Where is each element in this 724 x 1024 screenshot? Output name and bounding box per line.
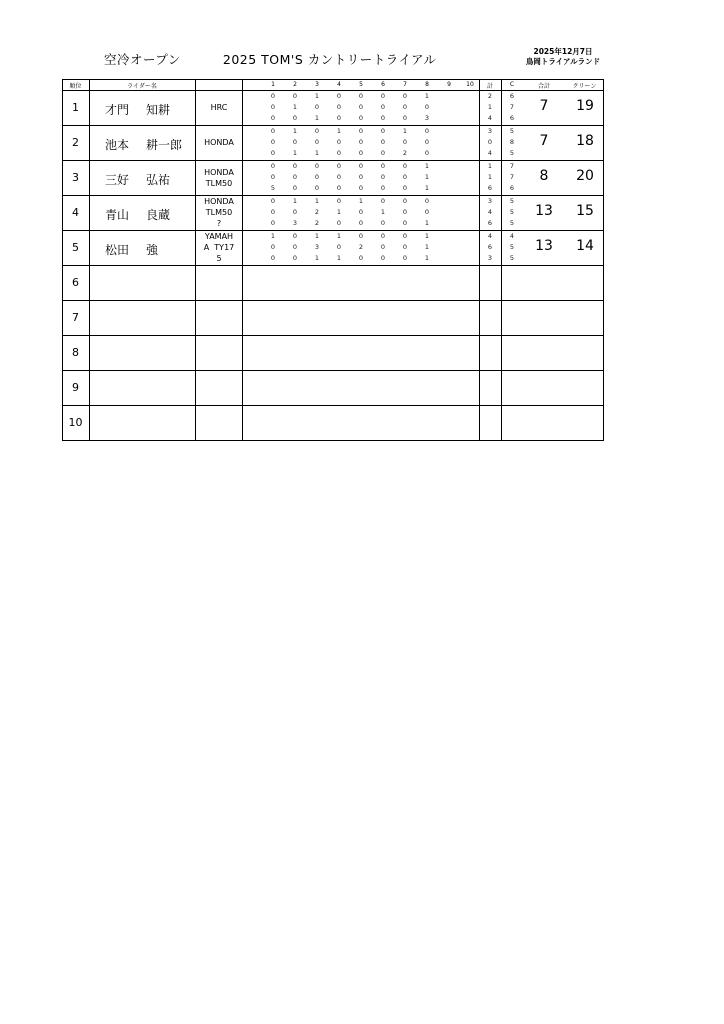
section-score: 0 bbox=[380, 184, 386, 192]
clean-total: 14 bbox=[576, 238, 594, 254]
section-score: 0 bbox=[292, 138, 298, 146]
rider-given-name: 強 bbox=[146, 243, 159, 257]
event-venue: 鳥岡トライアルランド bbox=[525, 57, 601, 66]
section-score: 0 bbox=[292, 254, 298, 262]
section-score: 1 bbox=[358, 197, 364, 205]
section-score: 0 bbox=[424, 197, 430, 205]
section-score: 0 bbox=[292, 114, 298, 122]
section-score: 0 bbox=[380, 114, 386, 122]
header-divider bbox=[62, 90, 604, 91]
lap-total: 4 bbox=[487, 232, 493, 240]
header-sum: 合計 bbox=[537, 83, 550, 90]
machine-cell bbox=[196, 231, 242, 264]
section-score: 1 bbox=[314, 114, 320, 122]
rider-family-name: 青山 bbox=[105, 208, 130, 222]
lap-clean-count: 6 bbox=[509, 184, 515, 192]
section-score: 0 bbox=[402, 138, 408, 146]
row-divider bbox=[62, 230, 604, 231]
machine-line: ? bbox=[216, 219, 222, 228]
section-score: 0 bbox=[380, 92, 386, 100]
total-points: 13 bbox=[535, 238, 553, 254]
header-clean: クリーン bbox=[572, 83, 597, 90]
rank-cell: 7 bbox=[72, 311, 79, 324]
section-score: 0 bbox=[358, 127, 364, 135]
header-section: 8 bbox=[425, 81, 429, 88]
section-score: 0 bbox=[270, 92, 276, 100]
lap-total: 0 bbox=[487, 138, 493, 146]
section-score: 0 bbox=[358, 114, 364, 122]
section-score: 0 bbox=[380, 149, 386, 157]
lap-clean-count: 7 bbox=[509, 173, 515, 181]
lap-total: 4 bbox=[487, 149, 493, 157]
section-score: 0 bbox=[358, 232, 364, 240]
section-score: 0 bbox=[358, 138, 364, 146]
section-score: 1 bbox=[292, 149, 298, 157]
section-score: 0 bbox=[336, 184, 342, 192]
rider-family-name: 松田 bbox=[105, 243, 130, 257]
section-score: 2 bbox=[314, 219, 320, 227]
section-score: 1 bbox=[424, 92, 430, 100]
section-score: 1 bbox=[314, 197, 320, 205]
lap-clean-count: 6 bbox=[509, 92, 515, 100]
section-score: 0 bbox=[402, 184, 408, 192]
lap-clean-count: 5 bbox=[509, 208, 515, 216]
rider-given-name: 耕一郎 bbox=[146, 138, 183, 152]
machine-cell bbox=[196, 167, 242, 189]
section-score: 2 bbox=[314, 208, 320, 216]
section-score: 0 bbox=[314, 184, 320, 192]
section-score: 0 bbox=[336, 197, 342, 205]
section-score: 0 bbox=[402, 92, 408, 100]
section-score: 0 bbox=[424, 138, 430, 146]
machine-line: HONDA bbox=[204, 167, 234, 177]
section-score: 0 bbox=[402, 162, 408, 170]
lap-total: 6 bbox=[487, 184, 493, 192]
section-score: 0 bbox=[292, 92, 298, 100]
section-score: 0 bbox=[358, 103, 364, 111]
section-score: 0 bbox=[314, 173, 320, 181]
section-score: 0 bbox=[402, 219, 408, 227]
machine-line: 5 bbox=[216, 254, 222, 263]
row-divider bbox=[62, 300, 604, 301]
section-score: 0 bbox=[402, 173, 408, 181]
section-score: 0 bbox=[270, 149, 276, 157]
section-score: 0 bbox=[336, 162, 342, 170]
section-score: 0 bbox=[358, 162, 364, 170]
section-score: 1 bbox=[270, 232, 276, 240]
rider-given-name: 弘祐 bbox=[146, 173, 171, 187]
section-score: 0 bbox=[358, 219, 364, 227]
machine-line: HONDA bbox=[204, 197, 234, 206]
section-score: 0 bbox=[336, 149, 342, 157]
lap-clean-count: 5 bbox=[509, 254, 515, 262]
lap-total: 6 bbox=[487, 219, 493, 227]
machine-cell bbox=[196, 137, 242, 148]
section-score: 0 bbox=[270, 138, 276, 146]
rider-family-name: 池本 bbox=[105, 138, 130, 152]
section-score: 0 bbox=[402, 232, 408, 240]
column-divider bbox=[603, 79, 604, 441]
section-score: 1 bbox=[336, 208, 342, 216]
section-score: 0 bbox=[292, 208, 298, 216]
rank-cell: 5 bbox=[72, 241, 79, 254]
section-score: 0 bbox=[336, 219, 342, 227]
section-score: 0 bbox=[314, 162, 320, 170]
machine-line: A TY17 bbox=[203, 243, 235, 252]
total-points: 7 bbox=[539, 133, 549, 149]
section-score: 0 bbox=[380, 232, 386, 240]
section-score: 0 bbox=[380, 254, 386, 262]
header-section: 5 bbox=[359, 81, 363, 88]
row-divider bbox=[62, 195, 604, 196]
column-divider bbox=[89, 79, 90, 441]
section-score: 1 bbox=[314, 254, 320, 262]
clean-total: 20 bbox=[576, 168, 594, 184]
header-clean-count: C bbox=[509, 81, 515, 88]
section-score: 0 bbox=[402, 114, 408, 122]
section-score: 0 bbox=[402, 243, 408, 251]
section-score: 0 bbox=[380, 103, 386, 111]
lap-total: 3 bbox=[487, 254, 493, 262]
lap-total: 4 bbox=[487, 114, 493, 122]
rank-cell: 8 bbox=[72, 346, 79, 359]
row-divider bbox=[62, 440, 604, 441]
lap-clean-count: 8 bbox=[509, 138, 515, 146]
section-score: 1 bbox=[380, 208, 386, 216]
section-score: 0 bbox=[292, 184, 298, 192]
lap-clean-count: 5 bbox=[509, 219, 515, 227]
rank-cell: 6 bbox=[72, 276, 79, 289]
lap-total: 1 bbox=[487, 173, 493, 181]
rank-cell: 2 bbox=[72, 136, 79, 149]
lap-total: 1 bbox=[487, 162, 493, 170]
event-info bbox=[518, 47, 608, 67]
section-score: 1 bbox=[336, 254, 342, 262]
machine-line: HRC bbox=[210, 103, 228, 112]
event-name: 2025 TOM'S カントリートライアル bbox=[222, 52, 437, 67]
class-name: 空冷オープン bbox=[104, 52, 181, 67]
page-title bbox=[104, 50, 437, 68]
section-score: 0 bbox=[358, 173, 364, 181]
section-score: 0 bbox=[336, 173, 342, 181]
section-score: 0 bbox=[314, 138, 320, 146]
rank-cell: 3 bbox=[72, 171, 79, 184]
header-rider: ライダー名 bbox=[127, 83, 157, 90]
header-section: 6 bbox=[381, 81, 385, 88]
row-divider bbox=[62, 160, 604, 161]
header-section: 7 bbox=[403, 81, 407, 88]
lap-total: 3 bbox=[487, 127, 493, 135]
total-points: 13 bbox=[535, 203, 553, 219]
section-score: 0 bbox=[358, 149, 364, 157]
section-score: 0 bbox=[270, 254, 276, 262]
section-score: 0 bbox=[336, 114, 342, 122]
section-score: 1 bbox=[314, 92, 320, 100]
header-section: 9 bbox=[447, 81, 451, 88]
section-score: 0 bbox=[336, 103, 342, 111]
section-score: 0 bbox=[270, 243, 276, 251]
lap-clean-count: 5 bbox=[509, 243, 515, 251]
section-score: 0 bbox=[424, 127, 430, 135]
machine-line: YAMAH bbox=[204, 232, 234, 241]
section-score: 0 bbox=[424, 149, 430, 157]
lap-total: 3 bbox=[487, 197, 493, 205]
machine-line: TLM50 bbox=[205, 208, 233, 217]
section-score: 0 bbox=[270, 127, 276, 135]
row-divider bbox=[62, 405, 604, 406]
lap-total: 4 bbox=[487, 208, 493, 216]
header-section: 2 bbox=[293, 81, 297, 88]
section-score: 1 bbox=[424, 232, 430, 240]
section-score: 1 bbox=[292, 197, 298, 205]
rider-given-name: 知耕 bbox=[146, 103, 171, 117]
column-divider bbox=[479, 79, 480, 441]
section-score: 0 bbox=[270, 219, 276, 227]
section-score: 1 bbox=[424, 254, 430, 262]
section-score: 0 bbox=[292, 243, 298, 251]
section-score: 0 bbox=[336, 138, 342, 146]
section-score: 2 bbox=[358, 243, 364, 251]
clean-total: 15 bbox=[576, 203, 594, 219]
table-border-top bbox=[62, 79, 604, 80]
section-score: 0 bbox=[270, 162, 276, 170]
section-score: 0 bbox=[270, 197, 276, 205]
results-table bbox=[62, 79, 604, 441]
section-score: 5 bbox=[270, 184, 276, 192]
machine-cell bbox=[196, 102, 242, 113]
row-divider bbox=[62, 265, 604, 266]
rider-family-name: 才門 bbox=[105, 103, 130, 117]
lap-clean-count: 6 bbox=[509, 114, 515, 122]
section-score: 0 bbox=[358, 184, 364, 192]
total-points: 8 bbox=[539, 168, 549, 184]
column-divider bbox=[242, 79, 243, 441]
lap-clean-count: 5 bbox=[509, 127, 515, 135]
section-score: 0 bbox=[314, 103, 320, 111]
section-score: 0 bbox=[424, 103, 430, 111]
section-score: 0 bbox=[336, 243, 342, 251]
row-divider bbox=[62, 335, 604, 336]
machine-line: TLM50 bbox=[205, 178, 233, 188]
header-section: 1 bbox=[271, 81, 275, 88]
section-score: 0 bbox=[292, 232, 298, 240]
section-score: 0 bbox=[292, 173, 298, 181]
machine-cell bbox=[196, 196, 242, 229]
section-score: 0 bbox=[270, 208, 276, 216]
rank-cell: 10 bbox=[68, 416, 83, 429]
section-score: 1 bbox=[424, 243, 430, 251]
lap-clean-count: 4 bbox=[509, 232, 515, 240]
section-score: 0 bbox=[380, 219, 386, 227]
section-score: 0 bbox=[402, 254, 408, 262]
section-score: 3 bbox=[292, 219, 298, 227]
section-score: 0 bbox=[380, 243, 386, 251]
section-score: 1 bbox=[314, 232, 320, 240]
section-score: 0 bbox=[380, 127, 386, 135]
section-score: 0 bbox=[270, 103, 276, 111]
section-score: 1 bbox=[292, 103, 298, 111]
lap-clean-count: 7 bbox=[509, 103, 515, 111]
section-score: 1 bbox=[424, 219, 430, 227]
section-score: 0 bbox=[314, 127, 320, 135]
section-score: 0 bbox=[402, 197, 408, 205]
section-score: 0 bbox=[380, 162, 386, 170]
section-score: 0 bbox=[358, 92, 364, 100]
section-score: 1 bbox=[424, 173, 430, 181]
rider-given-name: 良蔵 bbox=[146, 208, 171, 222]
section-score: 0 bbox=[380, 138, 386, 146]
section-score: 1 bbox=[336, 127, 342, 135]
section-score: 0 bbox=[402, 208, 408, 216]
rank-cell: 1 bbox=[72, 101, 79, 114]
section-score: 0 bbox=[270, 173, 276, 181]
section-score: 1 bbox=[314, 149, 320, 157]
section-score: 0 bbox=[380, 173, 386, 181]
section-score: 1 bbox=[402, 127, 408, 135]
rank-cell: 9 bbox=[72, 381, 79, 394]
total-points: 7 bbox=[539, 98, 549, 114]
rider-family-name: 三好 bbox=[105, 173, 130, 187]
machine-line: HONDA bbox=[204, 138, 234, 147]
lap-clean-count: 5 bbox=[509, 197, 515, 205]
event-date: 2025年12月7日 bbox=[533, 47, 593, 56]
section-score: 0 bbox=[380, 197, 386, 205]
clean-total: 19 bbox=[576, 98, 594, 114]
section-score: 3 bbox=[424, 114, 430, 122]
header-section: 3 bbox=[315, 81, 319, 88]
lap-clean-count: 7 bbox=[509, 162, 515, 170]
section-score: 1 bbox=[292, 127, 298, 135]
header-section: 10 bbox=[466, 81, 474, 88]
row-divider bbox=[62, 370, 604, 371]
section-score: 0 bbox=[336, 92, 342, 100]
section-score: 3 bbox=[314, 243, 320, 251]
header-total: 計 bbox=[486, 83, 493, 90]
clean-total: 18 bbox=[576, 133, 594, 149]
lap-total: 1 bbox=[487, 103, 493, 111]
section-score: 2 bbox=[402, 149, 408, 157]
section-score: 0 bbox=[358, 254, 364, 262]
lap-total: 6 bbox=[487, 243, 493, 251]
header-rank: 順位 bbox=[69, 83, 82, 90]
section-score: 0 bbox=[402, 103, 408, 111]
lap-total: 2 bbox=[487, 92, 493, 100]
column-divider bbox=[501, 79, 502, 441]
lap-clean-count: 5 bbox=[509, 149, 515, 157]
section-score: 1 bbox=[336, 232, 342, 240]
rank-cell: 4 bbox=[72, 206, 79, 219]
section-score: 0 bbox=[358, 208, 364, 216]
section-score: 0 bbox=[424, 208, 430, 216]
section-score: 1 bbox=[424, 184, 430, 192]
section-score: 1 bbox=[424, 162, 430, 170]
row-divider bbox=[62, 125, 604, 126]
section-score: 0 bbox=[270, 114, 276, 122]
section-score: 0 bbox=[292, 162, 298, 170]
header-section: 4 bbox=[337, 81, 341, 88]
